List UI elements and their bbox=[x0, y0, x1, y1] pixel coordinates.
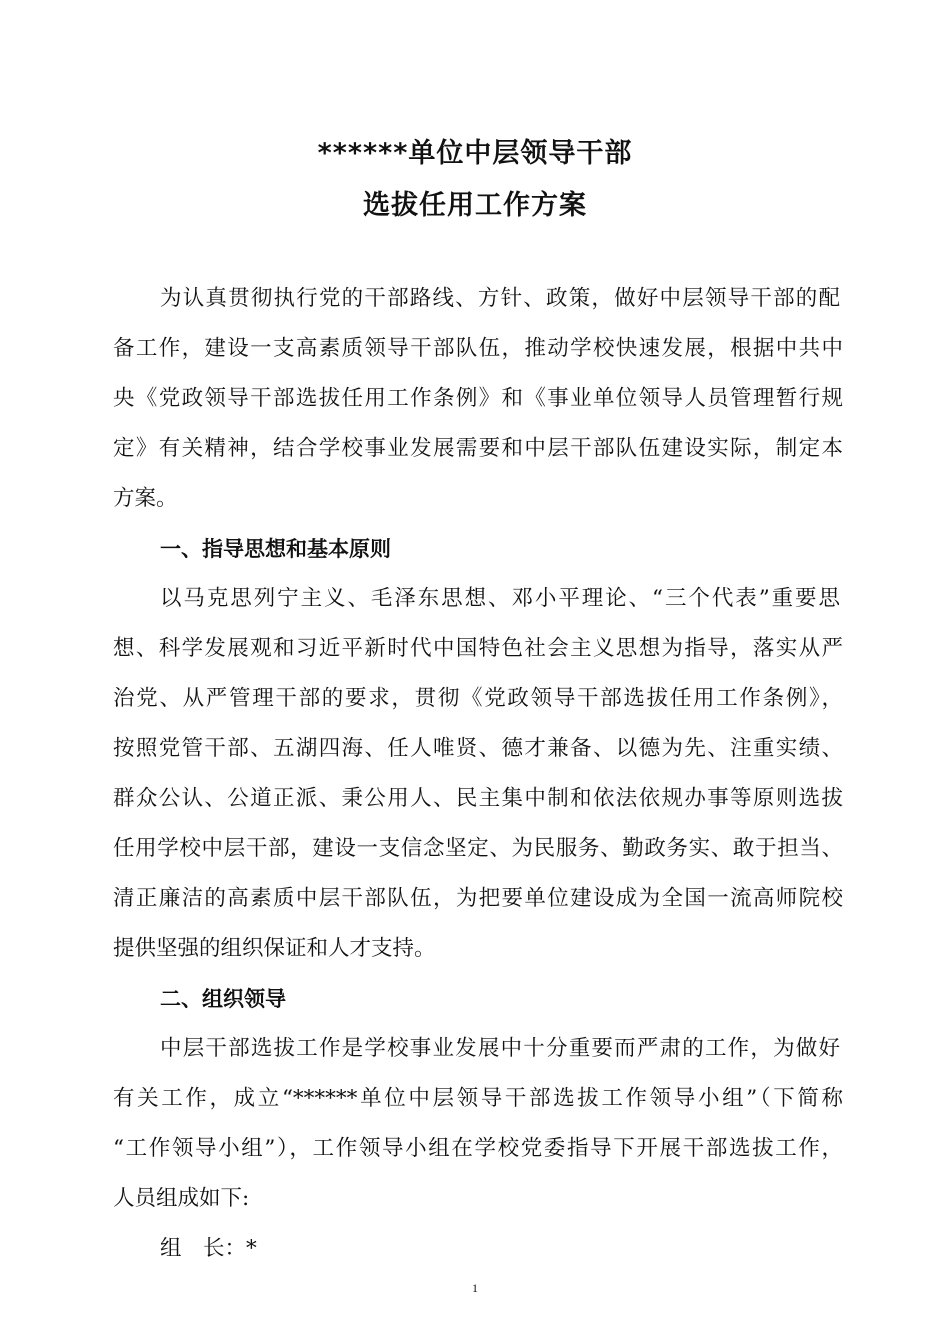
section2-line-4: 人员组成如下: bbox=[113, 1186, 250, 1211]
intro-line-5: 方案。 bbox=[113, 486, 178, 511]
section2-line-3: “工作领导小组”），工作领导小组在学校党委指导下开展干部选拔工作， bbox=[113, 1136, 843, 1161]
section-heading-organization: 二、组织领导 bbox=[160, 987, 286, 1011]
section1-line-7: 清正廉洁的高素质中层干部队伍，为把要单位建设成为全国一流高师院校 bbox=[113, 886, 843, 911]
document-title-line-1: ******单位中层领导干部 bbox=[317, 138, 633, 169]
intro-line-2: 备工作，建设一支高素质领导干部队伍，推动学校快速发展，根据中共中 bbox=[113, 336, 843, 361]
section1-line-1: 以马克思列宁主义、毛泽东思想、邓小平理论、“三个代表”重要思 bbox=[160, 586, 840, 611]
section1-line-4: 按照党管干部、五湖四海、任人唯贤、德才兼备、以德为先、注重实绩、 bbox=[113, 736, 843, 761]
section1-line-2: 想、科学发展观和习近平新时代中国特色社会主义思想为指导，落实从严 bbox=[113, 636, 843, 661]
intro-line-3: 央《党政领导干部选拔任用工作条例》和《事业单位领导人员管理暂行规 bbox=[113, 386, 843, 411]
section1-line-8: 提供坚强的组织保证和人才支持。 bbox=[113, 936, 436, 961]
group-leader-line: 组 长：* bbox=[160, 1236, 257, 1261]
page-number: 1 bbox=[472, 1281, 478, 1295]
intro-line-1: 为认真贯彻执行党的干部路线、方针、政策，做好中层领导干部的配 bbox=[160, 286, 840, 311]
section2-line-2: 有关工作，成立“******单位中层领导干部选拔工作领导小组”（下简称 bbox=[113, 1086, 843, 1111]
section1-line-3: 治党、从严管理干部的要求，贯彻《党政领导干部选拔任用工作条例》， bbox=[113, 686, 843, 711]
section1-line-6: 任用学校中层干部，建设一支信念坚定、为民服务、勤政务实、敢于担当、 bbox=[113, 836, 843, 861]
section2-line-1: 中层干部选拔工作是学校事业发展中十分重要而严肃的工作，为做好 bbox=[160, 1036, 840, 1061]
intro-line-4: 定》有关精神，结合学校事业发展需要和中层干部队伍建设实际，制定本 bbox=[113, 436, 843, 461]
document-title-line-2: 选拔任用工作方案 bbox=[363, 190, 587, 221]
section-heading-guiding-principles: 一、指导思想和基本原则 bbox=[160, 537, 391, 561]
section1-line-5: 群众公认、公道正派、秉公用人、民主集中制和依法依规办事等原则选拔 bbox=[113, 786, 843, 811]
